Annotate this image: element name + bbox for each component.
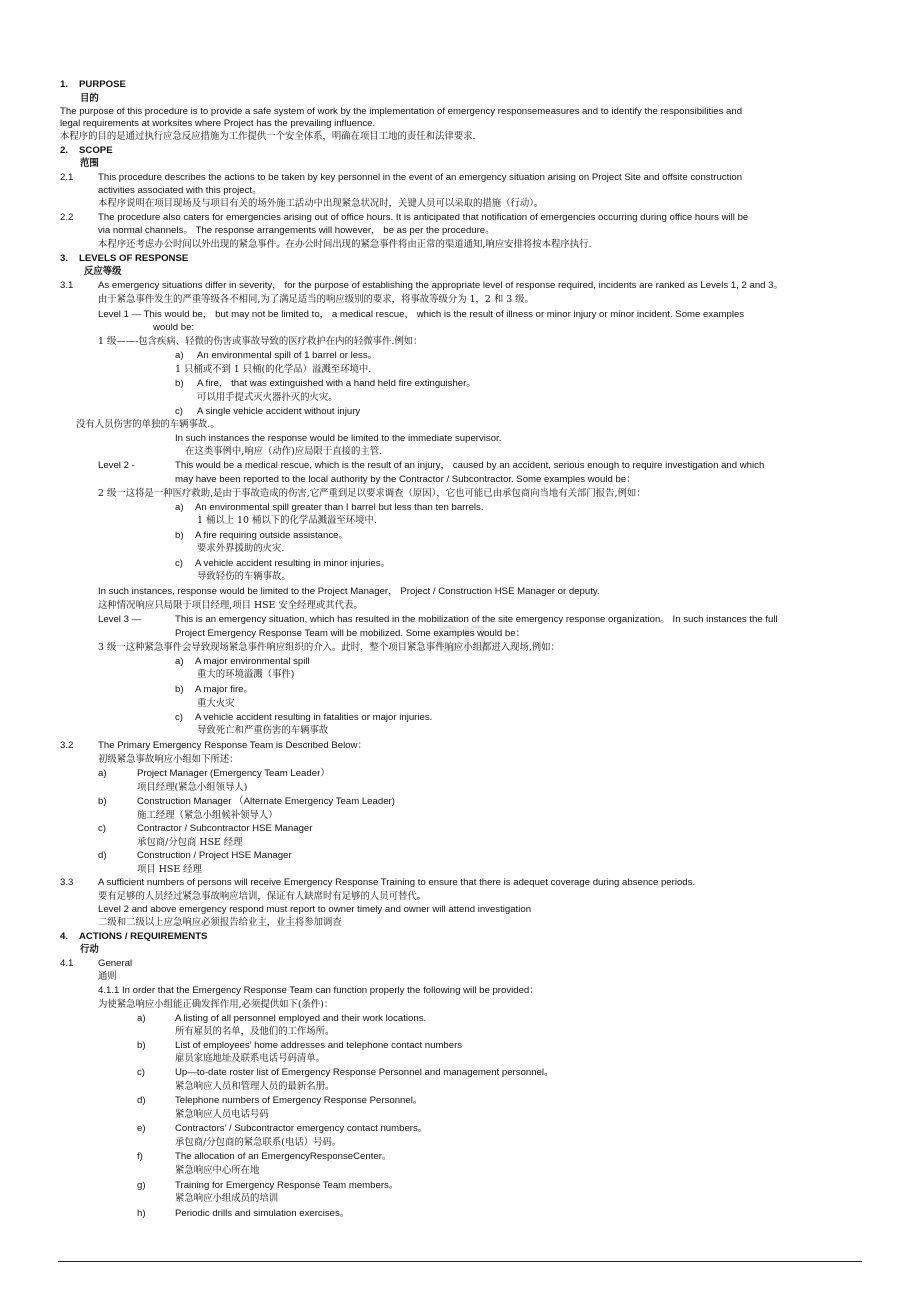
- section-number: 3.: [60, 253, 69, 264]
- section-number: 2.: [60, 145, 69, 156]
- requirement-item: Training for Emergency Response Team members。: [175, 1180, 399, 1191]
- paragraph-zh: 二级和二级以上应急响应必须报告给业主，业主将参加调查: [98, 917, 342, 928]
- paragraph-line: Level 2 and above emergency respond must report to owner timely and owner will attend investigation: [98, 904, 532, 915]
- paragraph-line: As emergency situations differ in severity， for the purpose of establishing the appropriate level of response required, incidents are ranked as Levels 1, 2 and 3。: [98, 280, 784, 291]
- requirement-item-zh: 所有雇员的名单，及他们的工作场所。: [175, 1026, 335, 1037]
- list-label: c): [137, 1067, 145, 1078]
- item-number: 2.2: [60, 212, 74, 223]
- team-item-zh: 施工经理（紧急小组候补领导人）: [137, 810, 278, 821]
- requirement-item: Up—to-date roster list of Emergency Response Personnel and management personnel。: [175, 1067, 554, 1078]
- requirement-item: Telephone numbers of Emergency Response Personnel。: [175, 1095, 423, 1106]
- team-item: Construction Manager （Alternate Emergency Team Leader): [137, 796, 395, 807]
- list-label: a): [98, 768, 107, 779]
- level1-line: would be:: [153, 322, 195, 333]
- section-title-zh: 行动: [80, 944, 99, 955]
- section-title-scope: SCOPE: [79, 145, 113, 156]
- paragraph-zh: 为使紧急响应小组能正确发挥作用,必须提供如下(条件)：: [98, 999, 334, 1010]
- section-number: 4.: [60, 931, 69, 942]
- list-item: An environmental spill of 1 barrel or less。: [197, 350, 378, 361]
- list-item: An environmental spill greater than I barrel but less than ten barrels.: [195, 502, 484, 513]
- level2-line: This would be a medical rescue, which is the result of an injury， caused by an accident, serious enough to require investigation and which: [175, 460, 765, 471]
- requirement-item-zh: 雇员家庭地址及联系电话号码清单。: [175, 1053, 326, 1064]
- level3-line: Project Emergency Response Team will be mobilized. Some examples would be：: [175, 628, 526, 639]
- paragraph-zh: 由于紧急事件发生的严重等级各不相同,为了满足适当的响应级别的要求，将事故等级分为 1，2 和 3 级。: [98, 294, 534, 305]
- section-title-actions: ACTIONS / REQUIREMENTS: [79, 931, 208, 942]
- section-title-levels: LEVELS OF RESPONSE: [79, 253, 189, 264]
- list-label: a): [175, 656, 184, 667]
- team-item-zh: 承包商/分包商 HSE 经理: [137, 837, 243, 848]
- requirement-item: The allocation of an EmergencyResponseCenter。: [175, 1151, 392, 1162]
- item-number: 3.2: [60, 740, 74, 751]
- level3-zh: 3 级一这种紧急事件会导致现场紧急事件响应组织的介入。此时，整个项目紧急事件响应小组都进入现场,例如：: [98, 642, 560, 653]
- list-label: a): [175, 350, 184, 361]
- list-item: A single vehicle accident without injury: [197, 406, 361, 417]
- level1-zh: 1 级——-包含疾病、轻微的伤害或事故导致的医疗救护在内的轻微事件.例如：: [98, 336, 423, 347]
- paragraph-line: In such instances the response would be limited to the immediate supervisor.: [175, 433, 502, 444]
- team-item-zh: 项目经理(紧急小组领导人): [137, 782, 248, 793]
- paragraph-zh: 在这类事例中,响应（动作)应局限于直接的主管.: [185, 446, 383, 457]
- section-title-purpose: PURPOSE: [79, 79, 126, 90]
- paragraph-zh: 要有足够的人员经过紧急事故响应培训，保证有人缺席时有足够的人员可替代。: [98, 891, 427, 902]
- list-label: d): [98, 850, 107, 861]
- list-item: A fire requiring outside assistance。: [195, 530, 349, 541]
- watermark: cn: [435, 607, 490, 663]
- list-label: a): [137, 1013, 146, 1024]
- paragraph-line: The Primary Emergency Response Team is Described Below：: [98, 740, 368, 751]
- paragraph-zh: 本程序说明在项目现场及与项目有关的场外施工活动中出现紧急状况时，关键人员可以采取的措施（行动）。: [98, 198, 544, 209]
- list-item-zh: 没有人员伤害的单独的车辆事故.。: [76, 419, 220, 430]
- paragraph-zh: 本程序还考虑办公时间以外出现的紧急事件。在办公时间出现的紧急事件将由正常的渠道通知,响应安排将按本程序执行.: [98, 239, 592, 250]
- level3-label: Level 3 —: [98, 614, 142, 625]
- list-label: f): [137, 1151, 143, 1162]
- list-label: b): [175, 378, 184, 389]
- paragraph-zh: 本程序的目的是通过执行应急反应措施为工作提供一个安全体系，明确在项目工地的责任和法律要求.: [60, 131, 476, 142]
- requirement-item: Periodic drills and simulation exercises。: [175, 1208, 350, 1219]
- team-item: Project Manager (Emergency Team Leader）: [137, 768, 330, 779]
- team-item: Construction / Project HSE Manager: [137, 850, 292, 861]
- paragraph-line: via normal channels。 The response arrangements will however， be as per the procedure。: [98, 225, 495, 236]
- list-label: h): [137, 1208, 146, 1219]
- paragraph-line: A sufficient numbers of persons will receive Emergency Response Training to ensure that there is adequet coverage during absence periods.: [98, 877, 696, 888]
- section-title-zh: 范围: [80, 158, 99, 169]
- list-item-zh: 1 桶以上 10 桶以下的化学品溅溢至环境中.: [197, 515, 377, 526]
- item-number: 2.1: [60, 172, 74, 183]
- list-item-zh: 可以用手提式灭火器扑灭的火灾。: [197, 392, 338, 403]
- list-item: A vehicle accident resulting in fatalities or major injuries.: [195, 712, 433, 723]
- item-number: 3.1: [60, 280, 74, 291]
- paragraph-line: The purpose of this procedure is to provide a safe system of work by the implementation of emergency responsemeasures and to identify the responsibilities and: [60, 106, 743, 117]
- list-label: b): [175, 684, 184, 695]
- requirement-item-zh: 紧急响应小组成员的培训: [175, 1193, 279, 1204]
- level2-line: may have been reported to the local authority by the Contractor / Subcontractor. Some examples would be：: [175, 474, 636, 485]
- list-label: c): [98, 823, 106, 834]
- list-item-zh: 1 只桶或不到 1 只桶(的化学品）溢溅至环境中.: [175, 364, 372, 375]
- paragraph-line: activities associated with this project。: [98, 185, 262, 196]
- list-item-zh: 要求外界援助的火灾.: [197, 543, 285, 554]
- team-item-zh: 项目 HSE 经理: [137, 864, 202, 875]
- requirement-item-zh: 紧急响应人员电话号码: [175, 1109, 269, 1120]
- list-item: A major fire。: [195, 684, 254, 695]
- list-item-zh: 重大的环境溢溅（事件): [197, 669, 295, 680]
- requirement-item: A listing of all personnel employed and their work locations.: [175, 1013, 427, 1024]
- list-label: c): [175, 712, 183, 723]
- item-number: 3.3: [60, 877, 74, 888]
- list-item-zh: 导致轻伤的车辆事故。: [197, 571, 291, 582]
- list-item: A fire， that was extinguished with a hand held fire extinguisher。: [197, 378, 476, 389]
- paragraph-line: The procedure also caters for emergencies arising out of office hours. It is anticipated that notification of emergencies occurring during office hours will be: [98, 212, 749, 223]
- list-label: d): [137, 1095, 146, 1106]
- list-label: c): [175, 406, 183, 417]
- level2-zh: 2 级一这将是一种医疗救助,是由于事故造成的伤害,它严重到足以要求调查（原因），它也可能已由承包商向当地有关部门报告,例如：: [98, 488, 646, 499]
- requirement-item-zh: 紧急响应人员和管理人员的最新名册。: [175, 1081, 335, 1092]
- requirement-item: Contractors’ / Subcontractor emergency contact numbers。: [175, 1123, 428, 1134]
- paragraph-line: 4.1.1 In order that the Emergency Response Team can function properly the following will be provided：: [98, 985, 539, 996]
- requirement-item-zh: 承包商/分包商的紧急联系(电话）号码。: [175, 1137, 342, 1148]
- footer-rule: [58, 1261, 862, 1262]
- paragraph-zh: 初级紧急事故响应小组如下所述：: [98, 754, 239, 765]
- paragraph-zh: 这种情况响应只局限于项目经理,项目 HSE 安全经理或其代表。: [98, 600, 363, 611]
- list-item: A major environmental spill: [195, 656, 310, 667]
- section-title-zh: 目的: [80, 93, 99, 104]
- list-label: b): [137, 1040, 146, 1051]
- level3-line: This is an emergency situation, which has resulted in the mobilization of the site emergency response organization。 In such instances the full: [175, 614, 778, 625]
- paragraph-line: In such instances, response would be limited to the Project Manager， Project / Construction HSE Manager or deputy.: [98, 586, 600, 597]
- level1-line: Level 1 — This would be， but may not be limited to， a medical rescue， which is the result of illness or minor injury or minor incident. Some examples: [98, 309, 745, 320]
- list-label: e): [137, 1123, 146, 1134]
- list-item-zh: 重大火灾: [197, 698, 235, 709]
- subsection-title-zh: 通则: [98, 971, 117, 982]
- requirement-item: List of employees’ home addresses and telephone contact numbers: [175, 1040, 463, 1051]
- list-label: b): [98, 796, 107, 807]
- team-item: Contractor / Subcontractor HSE Manager: [137, 823, 313, 834]
- list-item-zh: 导致死亡和严重伤害的车辆事故: [197, 725, 329, 736]
- list-label: a): [175, 502, 184, 513]
- level2-label: Level 2 -: [98, 460, 135, 471]
- section-number: 1.: [60, 79, 69, 90]
- list-label: b): [175, 530, 184, 541]
- list-label: g): [137, 1180, 146, 1191]
- list-label: c): [175, 558, 183, 569]
- item-number: 4.1: [60, 958, 74, 969]
- paragraph-line: This procedure describes the actions to be taken by key personnel in the event of an emergency situation arising on Project Site and offsite construction: [98, 172, 743, 183]
- requirement-item-zh: 紧急响应中心所在地: [175, 1165, 260, 1176]
- paragraph-line: legal requirements at worksites where Project has the prevailing influence.: [60, 118, 376, 129]
- subsection-title: General: [98, 958, 133, 969]
- list-item: A vehicle accident resulting in minor injuries。: [195, 558, 391, 569]
- section-title-zh: 反应等级: [84, 266, 122, 277]
